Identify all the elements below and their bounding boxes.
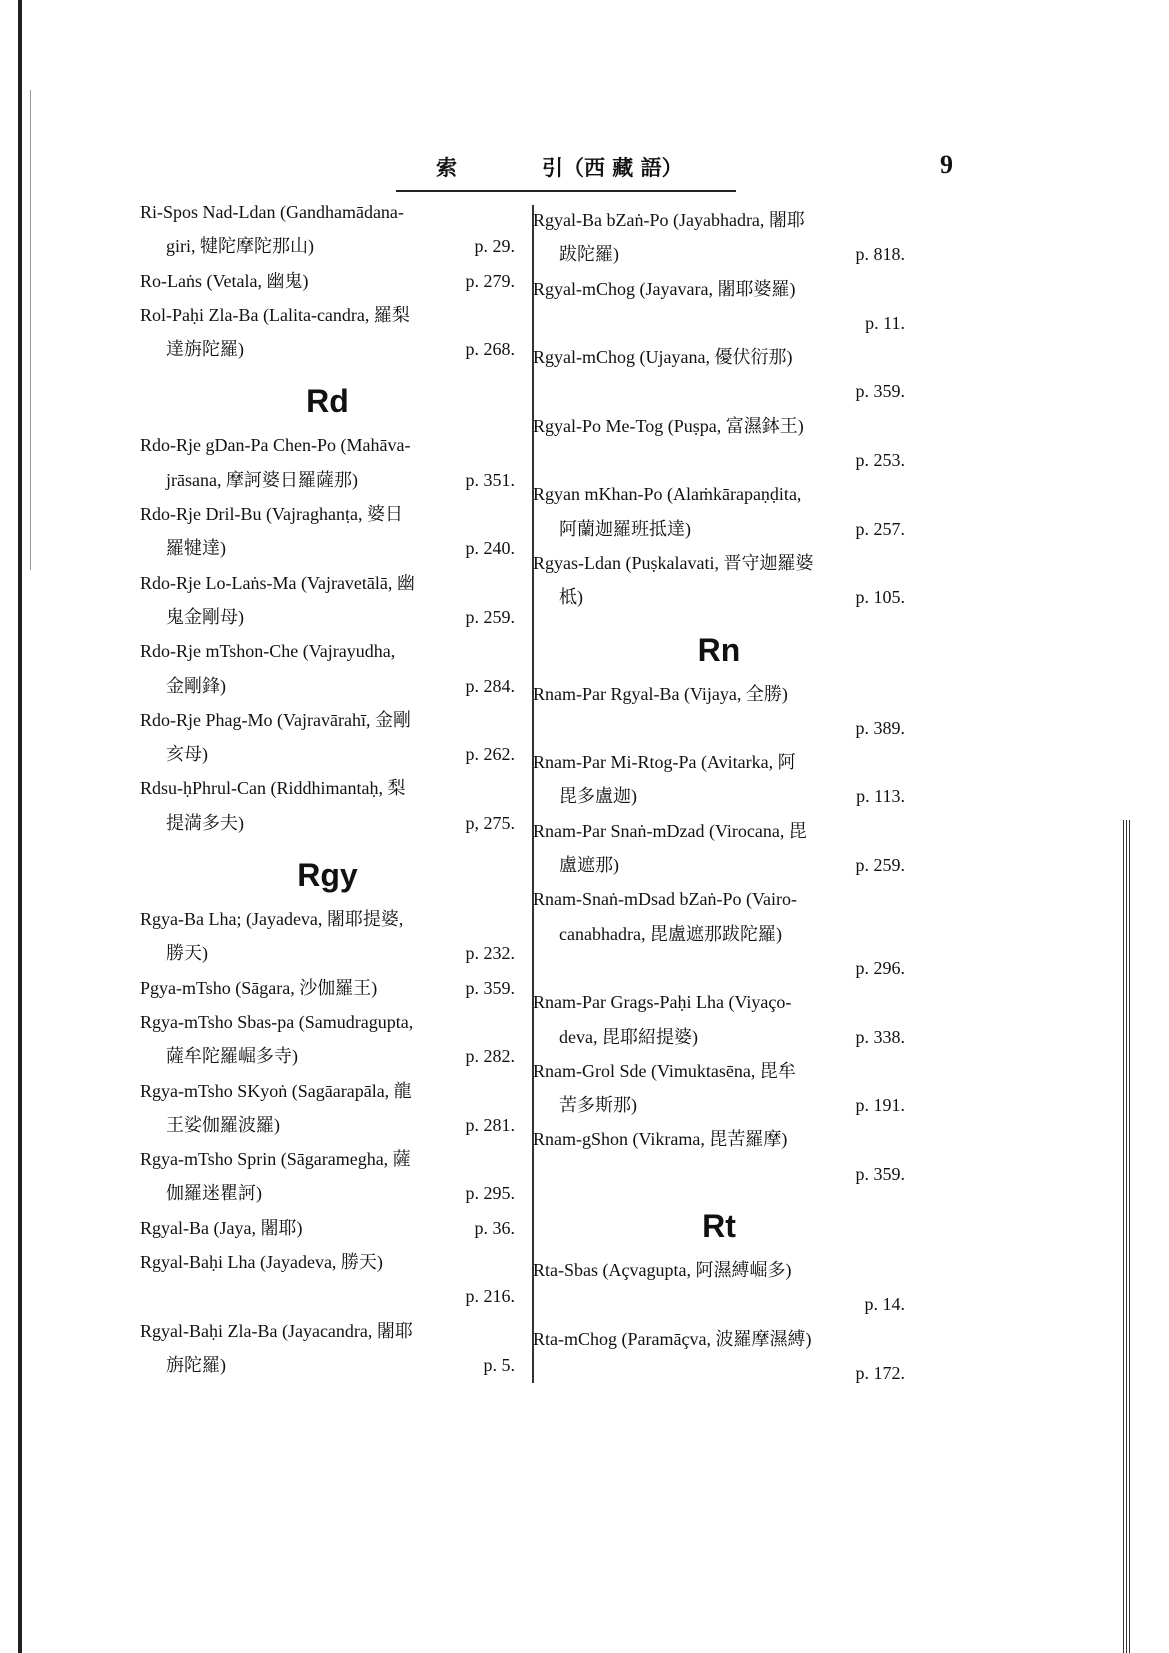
- index-entry-line: [140, 669, 515, 703]
- entry-page-reference: p. 232.: [465, 943, 515, 964]
- index-entry-line: [533, 951, 905, 985]
- entry-text: Rta-Sbas (Açvagupta, 阿濕縛崛多): [533, 1260, 792, 1281]
- entry-page-reference: p. 262.: [465, 744, 515, 765]
- entry-text: Rgyal-Po Me-Tog (Puṣpa, 富濕鉢王): [533, 415, 804, 436]
- index-entry-line: [533, 1020, 905, 1054]
- index-entry-line: [140, 600, 515, 634]
- entry-text: 薩牟陀羅崛多寺): [166, 1046, 298, 1067]
- entry-text: 伽羅迷瞿訶): [166, 1183, 262, 1204]
- index-entry-line: [533, 203, 905, 237]
- entry-text: 跋陀羅): [559, 244, 619, 265]
- index-entry-line: [533, 306, 905, 340]
- entry-text: jrāsana, 摩訶婆日羅薩那): [166, 469, 358, 490]
- entry-page-reference: p. 284.: [465, 675, 515, 696]
- entry-text: 金剛鋒): [166, 675, 226, 696]
- entry-text: Rgyal-Ba bZaṅ-Po (Jayabhadra, 闍耶: [533, 210, 805, 230]
- entry-page-reference: p, 275.: [465, 812, 515, 833]
- index-entry-line: [140, 428, 515, 462]
- index-entry-line: [533, 917, 905, 951]
- page-binding-shadow: [30, 90, 31, 570]
- entry-text: 旃陀羅): [166, 1354, 226, 1375]
- index-entry-line: [533, 1088, 905, 1122]
- entry-page-reference: p. 359.: [855, 381, 905, 402]
- index-entry-line: [140, 703, 515, 737]
- entry-text: Rdo-Rje Phag-Mo (Vajravārahī, 金剛: [140, 709, 411, 730]
- index-entry-line: [140, 971, 515, 1005]
- index-entry-line: [533, 580, 905, 614]
- entry-text: 王娑伽羅波羅): [166, 1114, 280, 1135]
- entry-page-reference: p. 105.: [855, 587, 905, 608]
- entry-page-reference: p. 268.: [465, 339, 515, 360]
- index-entry-line: [140, 936, 515, 970]
- index-entry-line: [533, 711, 905, 745]
- entry-page-reference: p. 259.: [855, 855, 905, 876]
- index-entry-line: [140, 737, 515, 771]
- entry-text: Rgya-mTsho Sbas-pa (Samudragupta,: [140, 1011, 414, 1032]
- index-entry-line: [140, 1314, 515, 1348]
- entry-page-reference: p. 11.: [865, 312, 905, 333]
- entry-text: Rgya-mTsho SKyoṅ (Sagāarapāla, 龍: [140, 1080, 412, 1101]
- page-number: 9: [940, 150, 953, 179]
- entry-page-reference: p. 296.: [855, 957, 905, 978]
- entry-text: Rgyal-Baḥi Lha (Jayadeva, 勝天): [140, 1252, 383, 1273]
- entry-text: 羅犍達): [166, 538, 226, 559]
- index-entry-line: [140, 531, 515, 565]
- entry-text: 柢): [559, 587, 583, 608]
- index-entry-line: [140, 1348, 515, 1382]
- entry-text: Rgyal-mChog (Jayavara, 闍耶婆羅): [533, 278, 796, 299]
- running-header: [396, 148, 736, 188]
- entry-page-reference: p. 259.: [465, 606, 515, 627]
- entry-text: Rdo-Rje Lo-Laṅs-Ma (Vajravetālā, 幽: [140, 572, 415, 593]
- index-entry-line: [140, 463, 515, 497]
- index-entry-line: [140, 1176, 515, 1210]
- index-entry-line: [533, 985, 905, 1019]
- entry-text: canabhadra, 毘盧遮那跋陀羅): [559, 923, 782, 944]
- entry-page-reference: p. 240.: [465, 538, 515, 559]
- entry-page-reference: p. 36.: [474, 1217, 515, 1238]
- index-entry-line: [140, 229, 515, 263]
- index-entry-line: [140, 1108, 515, 1142]
- index-entry-line: [533, 237, 905, 271]
- index-entry-line: [533, 546, 905, 580]
- section-heading: Rgy: [297, 857, 358, 894]
- index-entry-line: [533, 1253, 905, 1287]
- index-entry-line: [140, 1211, 515, 1245]
- entry-page-reference: p. 359.: [855, 1163, 905, 1184]
- entry-text: Rgya-mTsho Sprin (Sāgaramegha, 薩: [140, 1149, 411, 1170]
- index-entry-line: [140, 806, 515, 840]
- entry-text: Rta-mChog (Paramāçva, 波羅摩濕縛): [533, 1328, 812, 1349]
- entry-page-reference: p. 5.: [483, 1354, 515, 1375]
- index-entry-line: [533, 1287, 905, 1321]
- entry-text: Ro-Laṅs (Vetala, 幽鬼): [140, 270, 309, 291]
- index-entry-line: [533, 409, 905, 443]
- index-entry-line: [140, 195, 515, 229]
- index-entry-line: [533, 1157, 905, 1191]
- page-right-edge: [1123, 820, 1131, 1653]
- header-rule: [396, 190, 736, 192]
- entry-page-reference: p. 282.: [465, 1046, 515, 1067]
- index-entry-line: [533, 1054, 905, 1088]
- header-title: 索: [436, 155, 528, 180]
- index-entry-line: [140, 1142, 515, 1176]
- entry-text: 阿蘭迦羅班抵達): [559, 518, 691, 539]
- entry-page-reference: p. 257.: [855, 518, 905, 539]
- index-entry-line: [533, 443, 905, 477]
- entry-text: 亥母): [166, 744, 208, 765]
- entry-text: Ri-Spos Nad-Ldan (Gandhamādana-: [140, 202, 404, 222]
- entry-page-reference: p. 253.: [855, 450, 905, 471]
- entry-text: Rnam-gShon (Vikrama, 毘苦羅摩): [533, 1129, 788, 1150]
- entry-text: Rgyal-Ba (Jaya, 闍耶): [140, 1217, 303, 1238]
- index-entry-line: [533, 745, 905, 779]
- entry-page-reference: p. 216.: [465, 1286, 515, 1307]
- entry-text: Rnam-Par Snaṅ-mDzad (Virocana, 毘: [533, 820, 807, 841]
- index-entry-line: [140, 264, 515, 298]
- index-entry-line: [533, 779, 905, 813]
- entry-text: 盧遮那): [559, 855, 619, 876]
- index-entry-line: [140, 332, 515, 366]
- index-entry-line: [140, 1245, 515, 1279]
- index-entry-line: [533, 882, 905, 916]
- entry-text: 毘多盧迦): [559, 786, 637, 807]
- entry-text: Rol-Paḥi Zla-Ba (Lalita-candra, 羅梨: [140, 304, 410, 325]
- entry-page-reference: p. 295.: [465, 1183, 515, 1204]
- index-entry-line: [140, 298, 515, 332]
- header-subtitle: 引（西 藏 語）: [542, 155, 683, 180]
- entry-text: Rdo-Rje Dril-Bu (Vajraghanṭa, 婆日: [140, 504, 403, 525]
- section-heading: Rn: [697, 631, 741, 668]
- entry-page-reference: p. 389.: [855, 717, 905, 738]
- entry-page-reference: p. 359.: [465, 977, 515, 998]
- index-entry-line: [140, 1039, 515, 1073]
- index-entry-line: [140, 1074, 515, 1108]
- entry-text: Rnam-Par Mi-Rtog-Pa (Avitarka, 阿: [533, 752, 796, 773]
- index-entry-line: [140, 902, 515, 936]
- entry-text: Rdsu-ḥPhrul-Can (Riddhimantaḥ, 梨: [140, 778, 406, 799]
- entry-text: 勝天): [166, 943, 208, 964]
- index-entry-line: [533, 272, 905, 306]
- section-heading: Rt: [702, 1208, 736, 1245]
- entry-page-reference: p. 338.: [855, 1026, 905, 1047]
- page-binding-edge: [18, 0, 22, 1653]
- entry-text: 達旃陀羅): [166, 339, 244, 360]
- index-entry-line: [140, 1279, 515, 1313]
- entry-page-reference: p. 818.: [855, 244, 905, 265]
- index-entry-line: [533, 340, 905, 374]
- entry-text: Rdo-Rje mTshon-Che (Vajrayudha,: [140, 641, 396, 662]
- index-entry-line: [533, 374, 905, 408]
- entry-text: 提満多夫): [166, 812, 244, 833]
- entry-text: Rnam-Snaṅ-mDsad bZaṅ-Po (Vairo-: [533, 889, 797, 910]
- entry-text: Rgyan mKhan-Po (Alaṁkārapaṇḍita,: [533, 484, 802, 505]
- entry-text: Pgya-mTsho (Sāgara, 沙伽羅王): [140, 977, 378, 998]
- index-entry-line: [533, 477, 905, 511]
- entry-page-reference: p. 281.: [465, 1114, 515, 1135]
- index-entry-line: [140, 1005, 515, 1039]
- section-heading: Rd: [306, 383, 349, 420]
- left-column: [140, 195, 515, 1382]
- entry-text: Rnam-Par Grags-Paḥi Lha (Viyaço-: [533, 992, 792, 1013]
- entry-text: Rnam-Par Rgyal-Ba (Vijaya, 全勝): [533, 683, 788, 704]
- entry-page-reference: p. 113.: [856, 786, 905, 807]
- index-entry-line: [533, 677, 905, 711]
- right-column: [533, 203, 905, 1390]
- entry-page-reference: p. 191.: [855, 1095, 905, 1116]
- entry-text: deva, 毘耶紹提婆): [559, 1026, 698, 1047]
- entry-text: 苦多斯那): [559, 1095, 637, 1116]
- entry-text: 鬼金剛母): [166, 606, 244, 627]
- index-entry-line: [533, 1322, 905, 1356]
- entry-text: giri, 犍陀摩陀那山): [166, 236, 314, 257]
- index-entry-line: [533, 1356, 905, 1390]
- index-entry-line: [533, 814, 905, 848]
- entry-page-reference: p. 29.: [474, 236, 515, 257]
- index-entry-line: [140, 771, 515, 805]
- index-entry-line: [140, 634, 515, 668]
- entry-page-reference: p. 279.: [465, 270, 515, 291]
- index-entry-line: [533, 848, 905, 882]
- entry-text: Rgyal-Baḥi Zla-Ba (Jayacandra, 闍耶: [140, 1320, 413, 1341]
- entry-text: Rdo-Rje gDan-Pa Chen-Po (Mahāva-: [140, 435, 411, 456]
- index-entry-line: [533, 512, 905, 546]
- index-entry-line: [533, 1122, 905, 1156]
- entry-text: Rgyal-mChog (Ujayana, 優伏衍那): [533, 347, 793, 368]
- entry-page-reference: p. 172.: [855, 1362, 905, 1383]
- entry-page-reference: p. 14.: [864, 1294, 905, 1315]
- entry-text: Rgyas-Ldan (Puṣkalavati, 晋守迦羅婆: [533, 552, 814, 573]
- index-entry-line: [140, 497, 515, 531]
- entry-text: Rgya-Ba Lha; (Jayadeva, 闍耶提婆,: [140, 909, 404, 930]
- entry-page-reference: p. 351.: [465, 469, 515, 490]
- index-entry-line: [140, 566, 515, 600]
- entry-text: Rnam-Grol Sde (Vimuktasēna, 毘牟: [533, 1060, 796, 1081]
